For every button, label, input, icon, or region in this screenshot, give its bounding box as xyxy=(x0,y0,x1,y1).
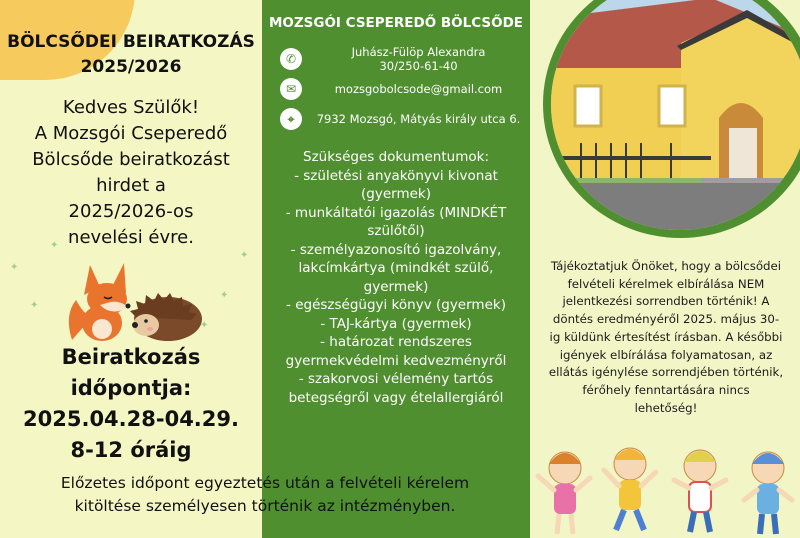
date-label: Beiratkozás xyxy=(61,345,201,369)
nursery-name: MOZSGÓI CSEPEREDŐ BÖLCSŐDE xyxy=(268,15,524,31)
enrollment-title-line2: 2025/2026 xyxy=(80,57,182,77)
docs-line: gyermekvédelmi kedvezményről xyxy=(285,352,507,369)
greeting-line: hirdet a xyxy=(96,175,166,196)
email-icon: ✉ xyxy=(280,78,302,100)
enrollment-date-block xyxy=(0,342,262,466)
contact-name: Juhász-Fülöp Alexandra xyxy=(351,45,486,59)
docs-line: betegségről vagy ételallergiáról xyxy=(288,389,504,406)
contact-email-row xyxy=(280,74,525,104)
greeting-line: 2025/2026-os xyxy=(68,201,194,222)
greeting-line: Kedves Szülők! xyxy=(62,97,200,118)
appointment-note-line1: Előzetes időpont egyeztetés után a felvételi kérelem xyxy=(60,474,470,492)
time-range: 8-12 óráig xyxy=(70,438,192,462)
greeting-line: A Mozsgói Cseperedő xyxy=(34,123,228,144)
docs-line: - szakorvosi vélemény tartós xyxy=(298,371,494,387)
location-icon: ⌖ xyxy=(280,108,302,130)
star-decoration: ✦ xyxy=(200,320,209,331)
children-illustration xyxy=(530,440,800,538)
hedgehog-icon xyxy=(130,293,202,341)
appointment-note xyxy=(0,472,530,518)
info-line: döntés eredményéről 2025. május 30- xyxy=(552,312,780,327)
contact-address-row xyxy=(280,104,525,134)
docs-line: - egészségügyi könyv (gyermek) xyxy=(286,297,506,313)
info-line: felvételi kérelmek elbírálása NEM xyxy=(567,276,765,291)
docs-line: - TAJ-kártya (gyermek) xyxy=(320,315,472,332)
phone-icon: ✆ xyxy=(280,48,302,70)
date-range: 2025.04.28-04.29. xyxy=(23,407,239,431)
docs-line: - határozat rendszeres xyxy=(320,334,472,350)
contact-name-phone xyxy=(312,45,525,73)
star-decoration: ✦ xyxy=(30,300,39,311)
info-line: lehetőség! xyxy=(634,400,698,415)
star-decoration: ✦ xyxy=(240,250,249,261)
child-figure-1 xyxy=(538,452,590,534)
contact-phone[interactable]: 30/250-61-40 xyxy=(379,59,458,73)
nursery-building-image xyxy=(551,0,800,230)
enrollment-title-line1: BÖLCSŐDEI BEIRATKOZÁS xyxy=(7,32,255,52)
info-line: ig küldünk értesítést írásban. A későbbi xyxy=(549,329,783,344)
info-line: ellátás igénylése sorrendjében történik, xyxy=(548,365,784,380)
info-line: férőhely fenntartására nincs xyxy=(582,382,750,397)
docs-line: szülőtől) xyxy=(367,223,425,239)
greeting-line: Bölcsőde beiratkozást xyxy=(32,149,230,170)
docs-line: - munkáltatói igazolás (MINDKÉT xyxy=(285,204,507,221)
building-photo xyxy=(551,0,800,230)
admission-info-text xyxy=(536,258,796,417)
greeting-line: nevelési évre. xyxy=(68,227,194,248)
contact-address: 7932 Mozsgó, Mátyás király utca 6. xyxy=(316,112,521,126)
docs-line: lakcímkártya (mindkét szülő, xyxy=(298,260,494,276)
docs-line: (gyermek) xyxy=(361,186,431,202)
contact-phone-row xyxy=(280,44,525,74)
info-line: igények elbírálása folyamatosan, az xyxy=(559,347,773,362)
fox-icon xyxy=(69,263,131,341)
info-line: Tájékoztatjuk Önöket, hogy a bölcsődei xyxy=(550,259,782,273)
child-figure-4 xyxy=(744,452,792,534)
docs-line: Szükséges dokumentumok: xyxy=(303,149,489,165)
date-label: időpontja: xyxy=(70,376,192,400)
enrollment-title xyxy=(0,30,262,80)
info-line: jelentkezési sorrendben történik! A xyxy=(562,294,770,309)
star-decoration: ✦ xyxy=(220,290,229,301)
greeting-text xyxy=(0,95,262,251)
star-decoration: ✦ xyxy=(50,240,59,251)
child-figure-2 xyxy=(604,448,656,530)
appointment-note-line2: kitöltése személyesen történik az intézményben. xyxy=(74,497,456,515)
star-decoration: ✦ xyxy=(10,262,19,273)
docs-line: - személyazonosító igazolvány, xyxy=(290,241,502,258)
contact-email[interactable]: mozsgobolcsode@gmail.com xyxy=(334,82,503,96)
docs-line: - születési anyakönyvi kivonat xyxy=(294,167,498,184)
child-figure-3 xyxy=(674,450,726,532)
fox-hedgehog-illustration xyxy=(62,255,212,345)
required-documents-list xyxy=(262,148,530,407)
docs-line: gyermek) xyxy=(363,278,429,295)
